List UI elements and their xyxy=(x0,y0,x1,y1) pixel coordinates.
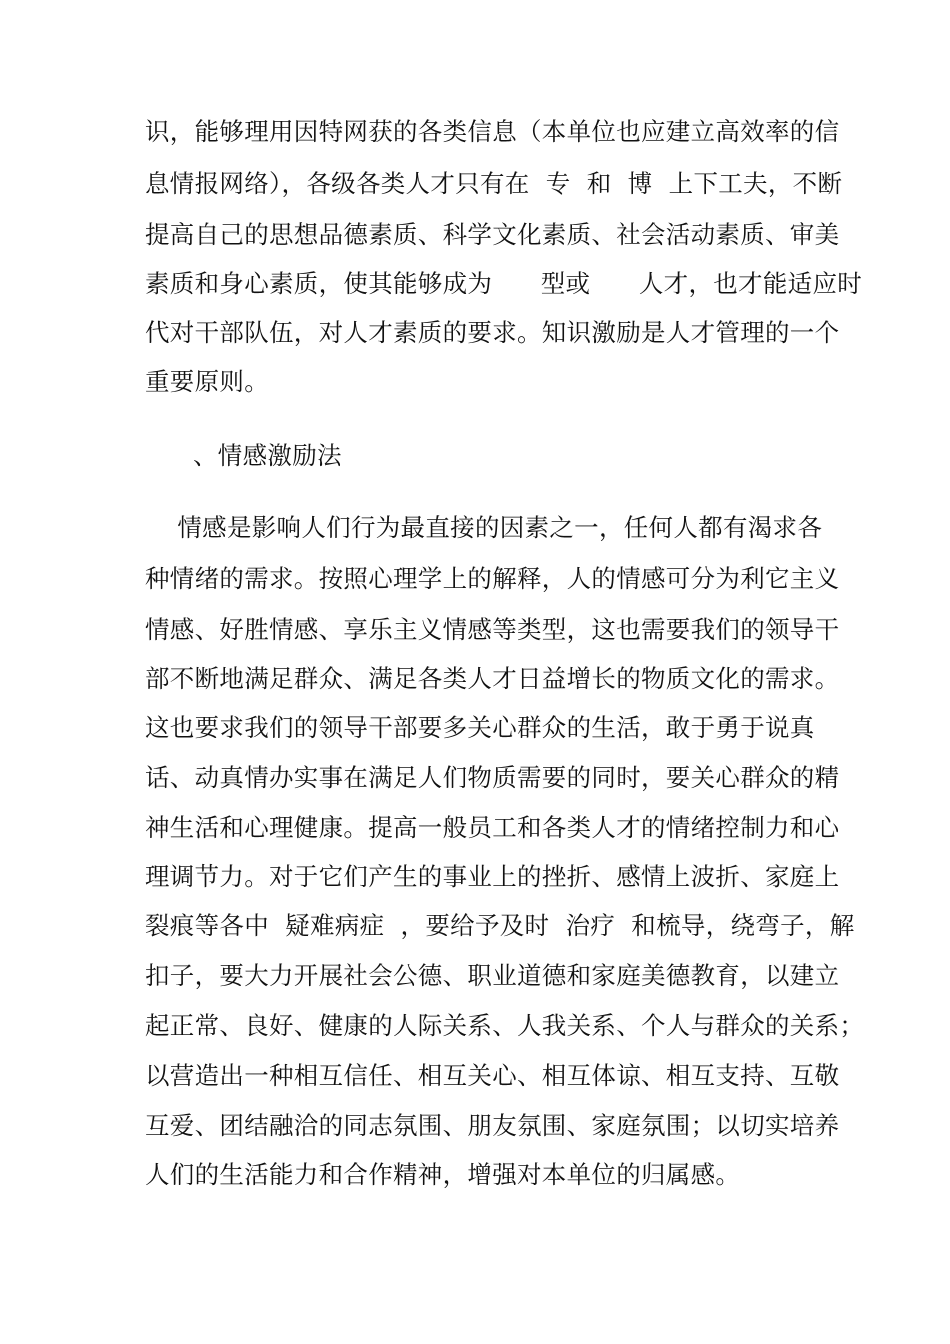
paragraph-2-line: 情感、好胜情感、享乐主义情感等类型，这也需要我们的领导干 xyxy=(145,615,840,644)
paragraph-2-line: 话、动真情办实事在满足人们物质需要的同时，要关心群众的精 xyxy=(145,763,840,792)
paragraph-2-line: 人们的生活能力和合作精神，增强对本单位的归属感。 xyxy=(145,1160,741,1189)
paragraph-2-line: 神生活和心理健康。提高一般员工和各类人才的情绪控制力和心 xyxy=(145,813,840,842)
paragraph-2-line: 起正常、良好、健康的人际关系、人我关系、个人与群众的关系； xyxy=(145,1011,865,1040)
section-heading: 、情感激励法 xyxy=(193,441,342,470)
paragraph-1-line: 识，能够理用因特网获的各类信息（本单位也应建立高效率的信 xyxy=(145,117,840,146)
paragraph-1-line: 代对干部队伍，对人才素质的要求。知识激励是人才管理的一个 xyxy=(145,318,840,347)
paragraph-2-line: 扣子，要大力开展社会公德、职业道德和家庭美德教育，以建立 xyxy=(145,961,840,990)
paragraph-1-line: 提高自己的思想品德素质、科学文化素质、社会活动素质、审美 xyxy=(145,220,840,249)
paragraph-1-line: 重要原则。 xyxy=(145,367,269,396)
paragraph-2-line: 部不断地满足群众、满足各类人才日益增长的物质文化的需求。 xyxy=(145,664,840,693)
paragraph-2-line: 以营造出一种相互信任、相互关心、相互体谅、相互支持、互敬 xyxy=(145,1061,840,1090)
paragraph-2-line: 裂痕等各中 疑难病症 ，要给予及时 治疗 和梳导，绕弯子，解 xyxy=(145,911,855,940)
paragraph-2-line: 这也要求我们的领导干部要多关心群众的生活，敢于勇于说真 xyxy=(145,713,815,742)
paragraph-1-line: 息情报网络），各级各类人才只有在 专 和 博 上下工夫，不断 xyxy=(145,169,843,198)
paragraph-2-line: 理调节力。对于它们产生的事业上的挫折、感情上波折、家庭上 xyxy=(145,862,840,891)
paragraph-1-line: 素质和身心素质，使其能够成为 型或 人才，也才能适应时 xyxy=(145,269,863,298)
paragraph-2-line: 情感是影响人们行为最直接的因素之一，任何人都有渴求各 xyxy=(145,513,823,542)
paragraph-2-line: 互爱、团结融洽的同志氛围、朋友氛围、家庭氛围；以切实培养 xyxy=(145,1111,840,1140)
paragraph-2-line: 种情绪的需求。按照心理学上的解释，人的情感可分为利它主义 xyxy=(145,564,840,593)
